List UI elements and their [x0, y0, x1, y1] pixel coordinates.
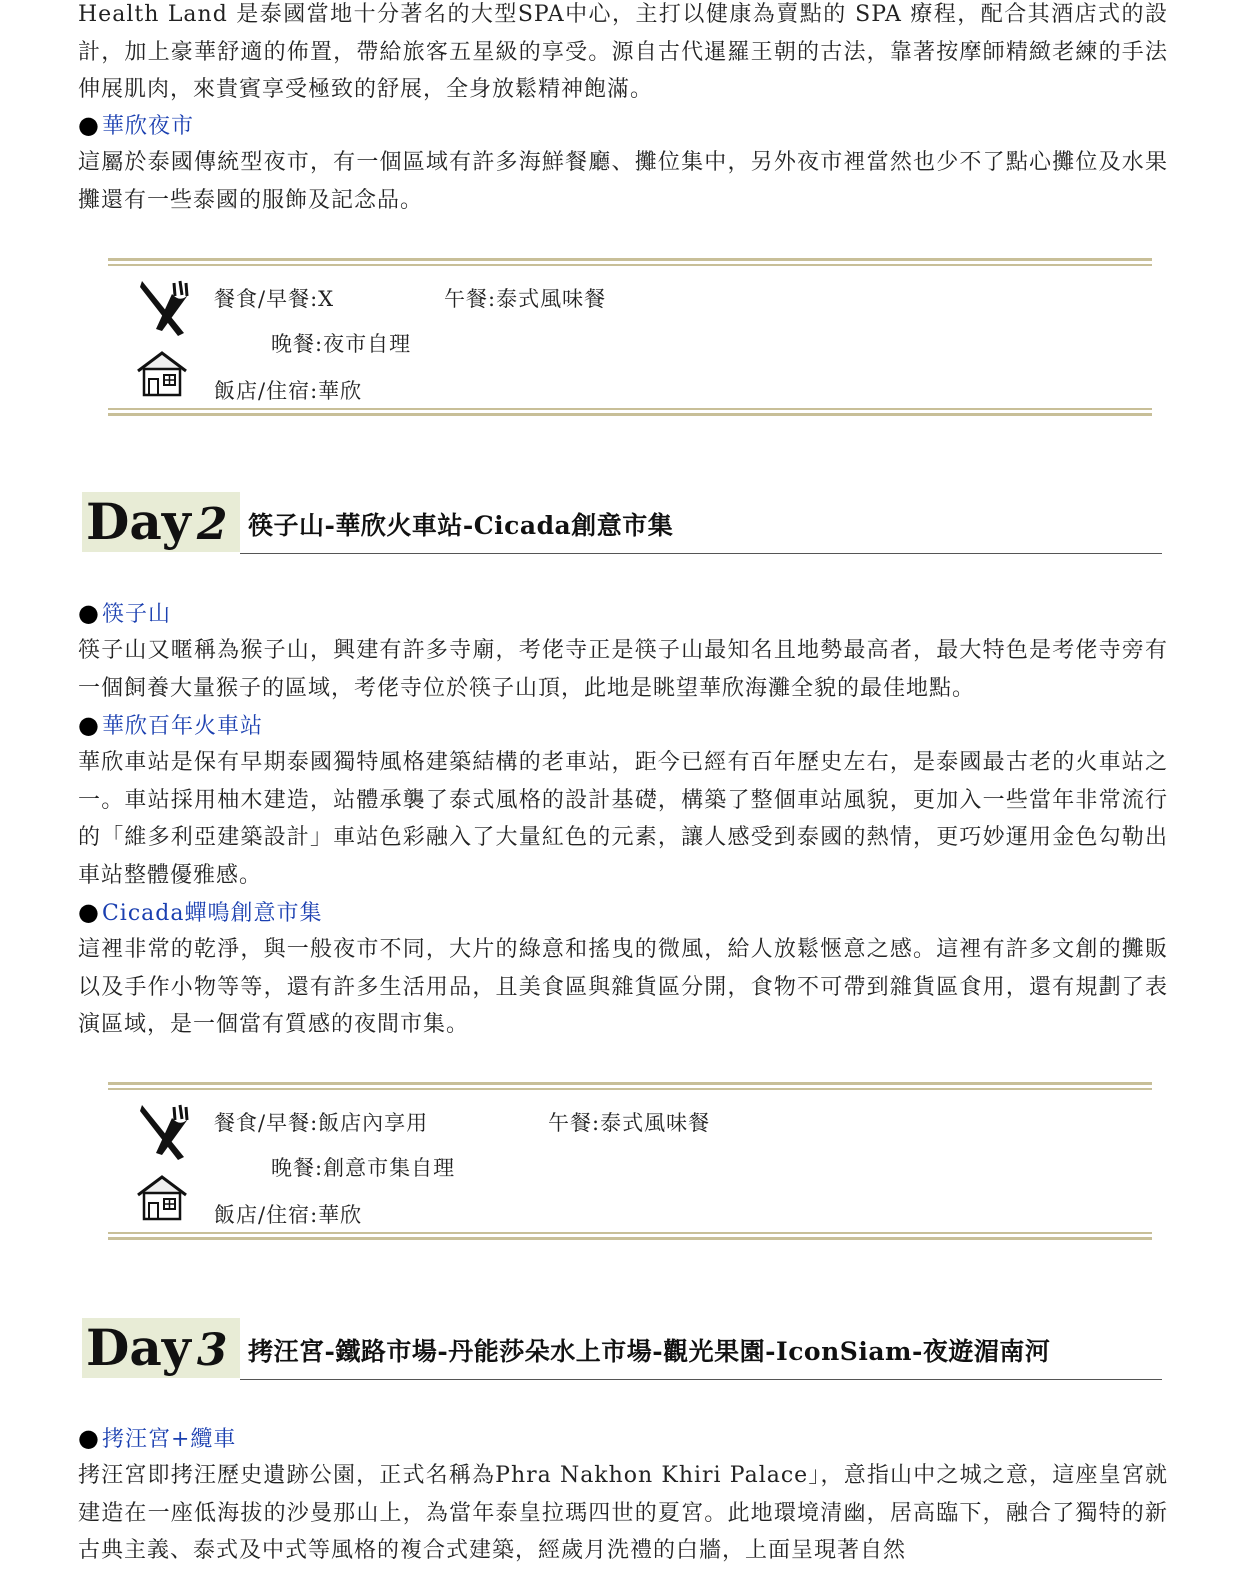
section-title: 華欣百年火車站 [101, 714, 263, 739]
lunch-text: 午餐:泰式風味餐 [444, 287, 607, 311]
day-number: 2 [196, 499, 228, 550]
section-title: 筷子山 [101, 602, 171, 627]
day2-title: 筷子山-華欣火車站-Cicada創意市集 [248, 511, 674, 540]
day2-meals-box [108, 1082, 1152, 1240]
bullet-icon: ● [78, 111, 100, 139]
day3-label [82, 1318, 240, 1378]
section-title: 華欣夜市 [101, 114, 194, 139]
hotel-text: 飯店/住宿:華欣 [214, 379, 363, 403]
section-heading-cicada-market[interactable] [78, 894, 322, 932]
section-heading-train-station[interactable] [78, 707, 263, 745]
dinner-text: 晚餐:創意市集自理 [271, 1156, 456, 1180]
day3-header [82, 1318, 1162, 1380]
day2-header [82, 492, 1162, 554]
cicada-market-paragraph: 這裡非常的乾淨，與一般夜市不同，大片的綠意和搖曳的微風，給人放鬆愜意之感。這裡有許多文創的攤販以及手作小物等等，還有許多生活用品，且美食區與雜貨區分開，食物不可帶到雜貨區食用，還有規劃了表演區域，是一個當有質感的夜間市集。 [78, 937, 1168, 1037]
divider [240, 1379, 1162, 1380]
bullet-icon: ● [78, 1424, 100, 1452]
intro-paragraph: Health Land 是泰國當地十分著名的大型SPA中心，主打以健康為賣點的 SPA 療程，配合其酒店式的設計，加上豪華舒適的佈置，帶給旅客五星級的享受。源自古代暹羅王朝的古法，靠著按摩師精緻老練的手法伸展肌肉，來貴賓享受極致的舒展，全身放鬆精神飽滿。 [78, 2, 1168, 102]
dinner-text: 晚餐:夜市自理 [271, 332, 412, 356]
night-market-paragraph: 這屬於泰國傳統型夜市，有一個區域有許多海鮮餐廳、攤位集中，另外夜市裡當然也少不了點心攤位及水果攤還有一些泰國的服飾及記念品。 [78, 150, 1168, 213]
breakfast-text: 餐食/早餐:X [214, 287, 335, 311]
day1-meals-box [108, 258, 1152, 416]
bullet-icon: ● [78, 599, 100, 627]
breakfast-text: 餐食/早餐:飯店內享用 [214, 1111, 429, 1135]
house-icon [136, 349, 188, 397]
lunch-text: 午餐:泰式風味餐 [548, 1111, 711, 1135]
house-icon [136, 1173, 188, 1221]
khao-wang-paragraph: 拷汪宮即拷汪歷史遺跡公園，正式名稱為Phra Nakhon Khiri Palace」，意指山中之城之意，這座皇宮就建造在一座低海拔的沙曼那山上，為當年泰皇拉瑪四世的夏宮。此地環境清幽，居高臨下，融合了獨特的新古典主義、泰式及中式等風格的複合式建築，經歲月洗禮的白牆，上面呈現著自然 [78, 1463, 1168, 1563]
day2-label [82, 492, 240, 552]
section-title: Cicada蟬鳴創意市集 [101, 901, 323, 926]
bullet-icon: ● [78, 898, 100, 926]
fork-knife-icon [136, 1103, 192, 1161]
chopstick-hill-paragraph: 筷子山又暱稱為猴子山，興建有許多寺廟，考佬寺正是筷子山最知名且地勢最高者，最大特色是考佬寺旁有一個飼養大量猴子的區域，考佬寺位於筷子山頂，此地是眺望華欣海灘全貌的最佳地點。 [78, 638, 1168, 701]
section-title: 拷汪宮+纜車 [101, 1427, 237, 1452]
train-station-paragraph: 華欣車站是保有早期泰國獨特風格建築結構的老車站，距今已經有百年歷史左右，是泰國最古老的火車站之一。車站採用柚木建造，站體承襲了泰式風格的設計基礎，構築了整個車站風貌，更加入一些當年非常流行的「維多利亞建築設計」車站色彩融入了大量紅色的元素，讓人感受到泰國的熱情，更巧妙運用金色勾勒出車站整體優雅感。 [78, 750, 1168, 888]
day-word: Day [86, 1318, 191, 1377]
section-heading-chopstick-hill[interactable] [78, 595, 171, 633]
bullet-icon: ● [78, 711, 100, 739]
section-heading-khao-wang[interactable] [78, 1420, 236, 1458]
divider [240, 553, 1162, 554]
section-heading-night-market[interactable] [78, 107, 194, 145]
day3-title: 拷汪宮-鐵路市場-丹能莎朵水上市場-觀光果園-IconSiam-夜遊湄南河 [248, 1337, 1051, 1366]
fork-knife-icon [136, 279, 192, 337]
hotel-text: 飯店/住宿:華欣 [214, 1203, 363, 1227]
day-word: Day [86, 492, 191, 551]
day-number: 3 [196, 1325, 228, 1376]
